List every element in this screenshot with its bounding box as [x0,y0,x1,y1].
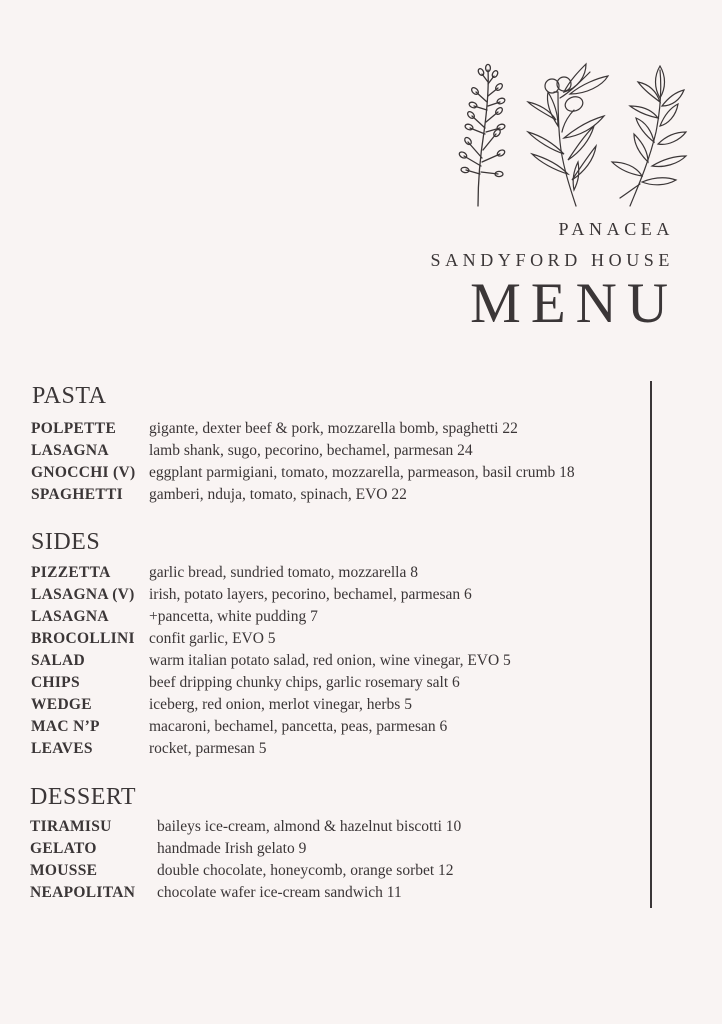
item-name: LASAGNA [31,608,109,625]
item-name: TIRAMISU [30,818,112,835]
item-description: handmade Irish gelato 9 [157,840,307,857]
item-description: gigante, dexter beef & pork, mozzarella bomb, spaghetti 22 [149,420,518,437]
item-name: WEDGE [31,696,92,713]
item-description: warm italian potato salad, red onion, wine vinegar, EVO 5 [149,652,511,669]
item-description: baileys ice-cream, almond & hazelnut biscotti 10 [157,818,462,835]
item-description: garlic bread, sundried tomato, mozzarella 8 [149,564,418,581]
sprig-icon [456,62,506,208]
item-name: GELATO [30,840,97,857]
section-title: PASTA [32,383,107,409]
item-name: CHIPS [31,674,80,691]
item-name: BROCOLLINI [31,630,135,647]
page-title: MENU [470,272,678,335]
item-description: rocket, parmesan 5 [149,740,267,757]
botanical-illustration [452,62,692,212]
item-description: eggplant parmigiani, tomato, mozzarella, parmeason, basil crumb 18 [149,464,575,481]
leaf-branch-icon [610,62,690,208]
item-name: SALAD [31,652,86,669]
vertical-divider [650,381,652,908]
item-description: double chocolate, honeycomb, orange sorbet 12 [157,862,454,879]
item-description: confit garlic, EVO 5 [149,630,276,647]
item-description: lamb shank, sugo, pecorino, bechamel, parmesan 24 [149,442,473,459]
item-description: gamberi, nduja, tomato, spinach, EVO 22 [149,486,407,503]
item-name: GNOCCHI (V) [31,464,136,481]
item-name: POLPETTE [31,420,117,437]
location-name: SANDYFORD HOUSE [430,250,674,270]
item-description: irish, potato layers, pecorino, bechamel, parmesan 6 [149,586,472,603]
item-description: iceberg, red onion, merlot vinegar, herbs 5 [149,696,412,713]
item-name: MOUSSE [30,862,98,879]
item-name: LASAGNA (V) [31,586,135,603]
section-title: SIDES [31,529,101,555]
olive-branch-icon [524,62,612,208]
item-name: LEAVES [31,740,93,757]
item-name: LASAGNA [31,442,109,459]
item-description: beef dripping chunky chips, garlic rosemary salt 6 [149,674,460,691]
restaurant-name: PANACEA [558,219,674,239]
section-title: DESSERT [30,784,137,810]
item-description: +pancetta, white pudding 7 [149,608,318,625]
item-description: macaroni, bechamel, pancetta, peas, parmesan 6 [149,718,448,735]
item-name: SPAGHETTI [31,486,123,503]
item-description: chocolate wafer ice-cream sandwich 11 [157,884,402,901]
item-name: NEAPOLITAN [30,884,136,901]
item-name: MAC N’P [31,718,100,735]
item-name: PIZZETTA [31,564,111,581]
